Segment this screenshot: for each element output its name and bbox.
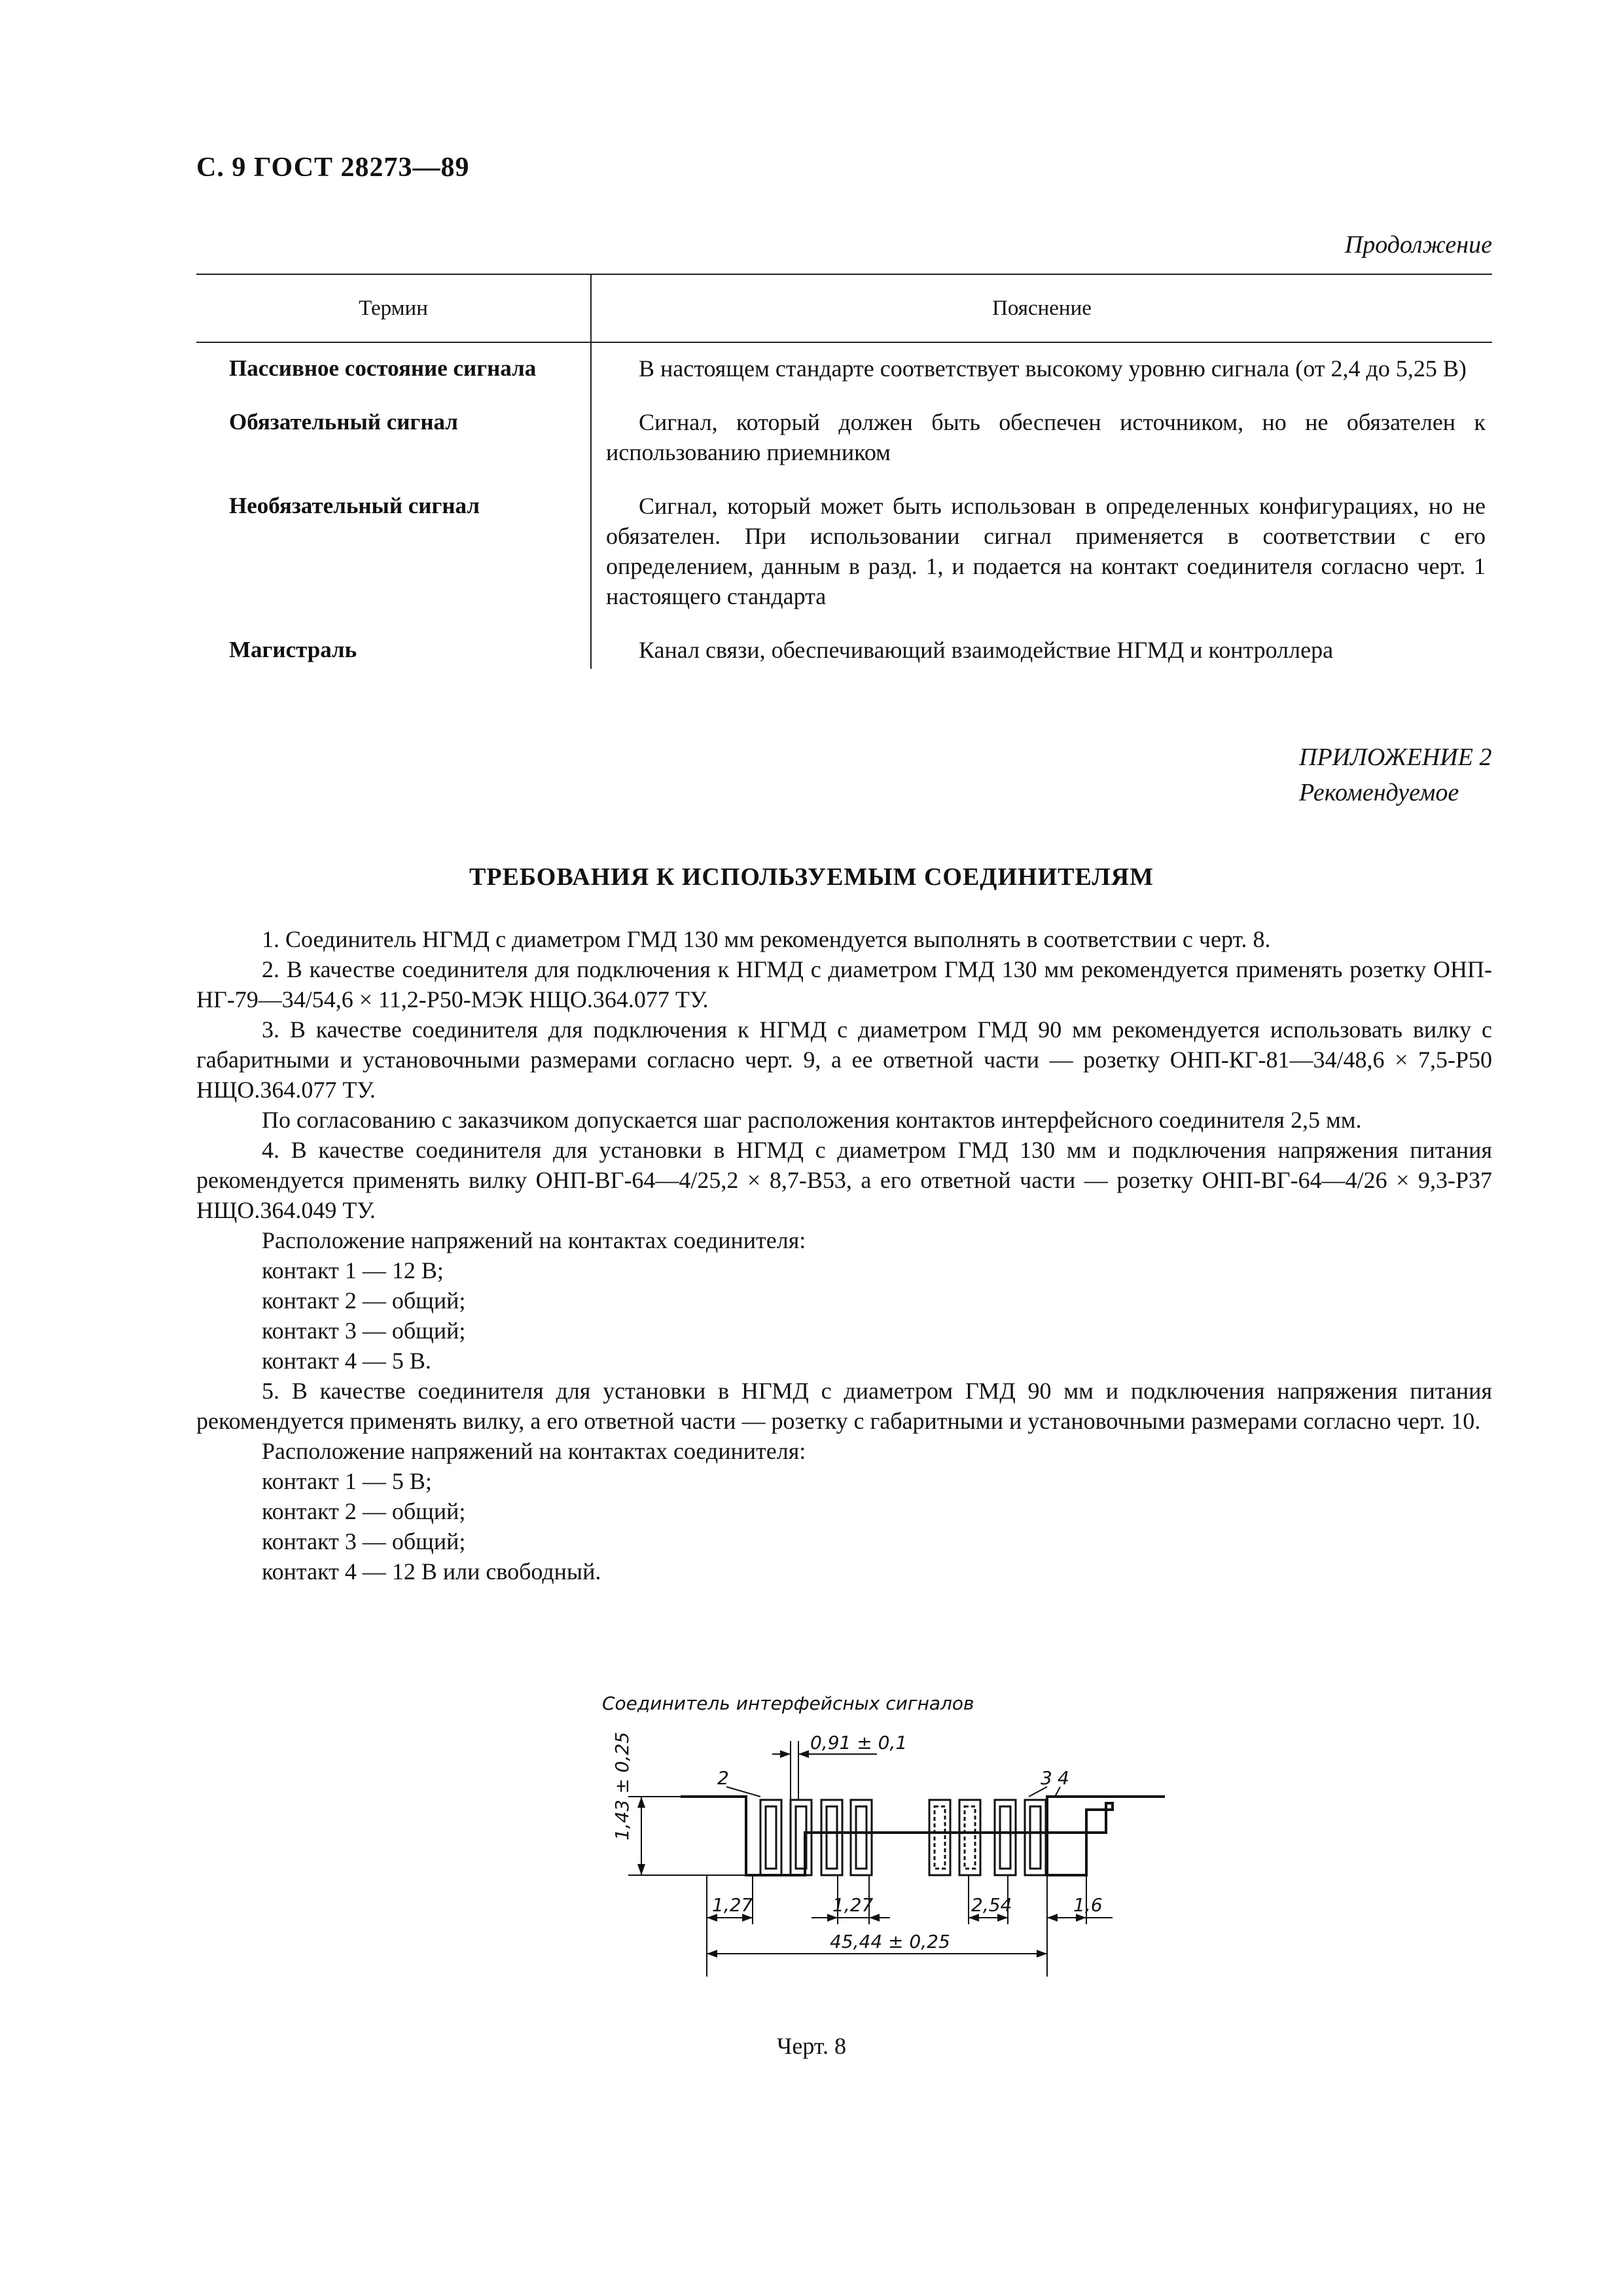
contact-pin [791, 1800, 812, 1875]
description-text: В настоящем стандарте соответствует высокому уровню сигнала (от 2,4 до 5,25 В) [639, 355, 1467, 382]
term-cell: Обязательный сигнал [196, 397, 591, 480]
contact-pin [959, 1800, 980, 1875]
figure-title: Соединитель интерфейсных сигналов [602, 1693, 974, 1714]
connector-outline [681, 1797, 1165, 1875]
table-row [196, 397, 1492, 480]
contact-pin [995, 1800, 1016, 1875]
paragraph-3: 3. В качестве соединителя для подключения к НГМД с диаметром ГМД 90 мм рекомендуется использовать вилку с габаритными и установочными размерами согласно черт. 9, а ее ответной части — розетку ОНП-КГ-81—34/48,6 × 7,5-Р50 НЩО.364.077 ТУ. [196, 1016, 1492, 1103]
contact-pin-inner [1000, 1806, 1010, 1869]
pin-label: 3 [1041, 1767, 1052, 1789]
description-cell [591, 397, 1492, 480]
paragraph-1: 1. Соединитель НГМД с диаметром ГМД 130 мм рекомендуется выполнять в соответствии с черт. 8. [262, 926, 1271, 952]
paragraph-5: 5. В качестве соединителя для установки в НГМД с диаметром ГМД 90 мм и подключения напряжения питания рекомендуется применять вилку, а его ответной части — розетку с габаритными и установочными размерами согласно черт. 10. [196, 1378, 1492, 1434]
page-header: С. 9 ГОСТ 28273—89 [196, 152, 470, 183]
appendix-kind: Рекомендуемое [1299, 779, 1459, 806]
contact-line: контакт 2 — общий; [262, 1287, 466, 1314]
table-row [196, 624, 1492, 669]
term-cell: Необязательный сигнал [196, 480, 591, 624]
contact-pin-inner [965, 1806, 975, 1869]
contact-pin-inner [1030, 1806, 1041, 1869]
contact-line: контакт 4 — 12 В или свободный. [262, 1558, 601, 1585]
connector-drawing [589, 1689, 1165, 2003]
paragraph-2: 2. В качестве соединителя для подключения к НГМД с диаметром ГМД 130 мм рекомендуется применять розетку ОНП-НГ-79—34/54,6 × 11,2-Р50-МЭК НЩО.364.077 ТУ. [196, 956, 1492, 1013]
description-cell [591, 624, 1492, 669]
contact-pin-inner [856, 1806, 866, 1869]
table-row [196, 342, 1492, 397]
description-cell [591, 342, 1492, 397]
dimension-label: 2,54 [971, 1894, 1012, 1916]
pin-label: 4 [1058, 1767, 1069, 1789]
section-title: ТРЕБОВАНИЯ К ИСПОЛЬЗУЕМЫМ СОЕДИНИТЕЛЯМ [469, 863, 1154, 891]
paragraph-5-intro: Расположение напряжений на контактах соединителя: [262, 1438, 806, 1464]
contact-pin [1025, 1800, 1046, 1875]
dimension-label: 0,91 ± 0,1 [810, 1732, 908, 1753]
contact-pin-inner [766, 1806, 776, 1869]
pin-label: 2 [717, 1767, 729, 1789]
contact-pin [851, 1800, 872, 1875]
terms-table [196, 274, 1492, 669]
contact-pin-inner [935, 1806, 945, 1869]
appendix-label: ПРИЛОЖЕНИЕ 2 [1299, 744, 1492, 771]
contact-pin [760, 1800, 781, 1875]
contact-line: контакт 3 — общий; [262, 1318, 466, 1344]
paragraph-4-intro: Расположение напряжений на контактах соединителя: [262, 1227, 806, 1253]
contact-line: контакт 2 — общий; [262, 1498, 466, 1524]
description-text: Сигнал, который должен быть обеспечен источником, но не обязателен к использованию приемником [606, 409, 1486, 465]
contact-line: контакт 1 — 5 В; [262, 1468, 432, 1494]
description-text: Сигнал, который может быть использован в определенных конфигурациях, но не обязателен. При использовании сигнал применяется в соответствии с его определением, данным в разд. 1, и подается на контакт соединителя согласно черт. 1 настоящего стандарта [606, 493, 1486, 609]
figure-caption: Черт. 8 [777, 2033, 846, 2059]
contact-line: контакт 1 — 12 В; [262, 1257, 444, 1283]
dimension-label: 1,43 ± 0,25 [611, 1732, 633, 1840]
contact-pin-inner [827, 1806, 837, 1869]
body-text [196, 924, 1492, 1587]
dimension-arrows [637, 1750, 1086, 1958]
contact-pin [929, 1800, 950, 1875]
continuation-label: Продолжение [1344, 231, 1492, 259]
dimension-label: 1,27 [712, 1894, 753, 1916]
paragraph-4: 4. В качестве соединителя для установки в НГМД с диаметром ГМД 130 мм и подключения напряжения питания рекомендуется применять вилку ОНП-ВГ-64—4/25,2 × 8,7-В53, а его ответной части — розетку ОНП-ВГ-64—4/26 × 9,3-Р37 НЩО.364.049 ТУ. [196, 1137, 1492, 1223]
table-row [196, 480, 1492, 624]
contact-line: контакт 4 — 5 В. [262, 1348, 431, 1374]
appendix-block [1299, 740, 1491, 810]
column-header-term: Термин [196, 274, 591, 342]
dimension-label: 45,44 ± 0,25 [830, 1931, 950, 1952]
paragraph-3-note: По согласованию с заказчиком допускается шаг расположения контактов интерфейсного соединителя 2,5 мм. [262, 1107, 1362, 1133]
column-header-description: Пояснение [591, 274, 1492, 342]
dimension-label: 1,6 [1073, 1894, 1103, 1916]
dimension-label: 1,27 [832, 1894, 874, 1916]
board-edge-line [681, 1797, 1165, 1875]
description-cell [591, 480, 1492, 624]
term-cell: Магистраль [196, 624, 591, 669]
contact-pin [821, 1800, 842, 1875]
contact-pins [760, 1800, 1046, 1875]
description-text: Канал связи, обеспечивающий взаимодействие НГМД и контроллера [639, 637, 1334, 663]
term-cell: Пассивное состояние сигнала [196, 342, 591, 397]
table-header-row [196, 274, 1492, 342]
contact-line: контакт 3 — общий; [262, 1528, 466, 1554]
